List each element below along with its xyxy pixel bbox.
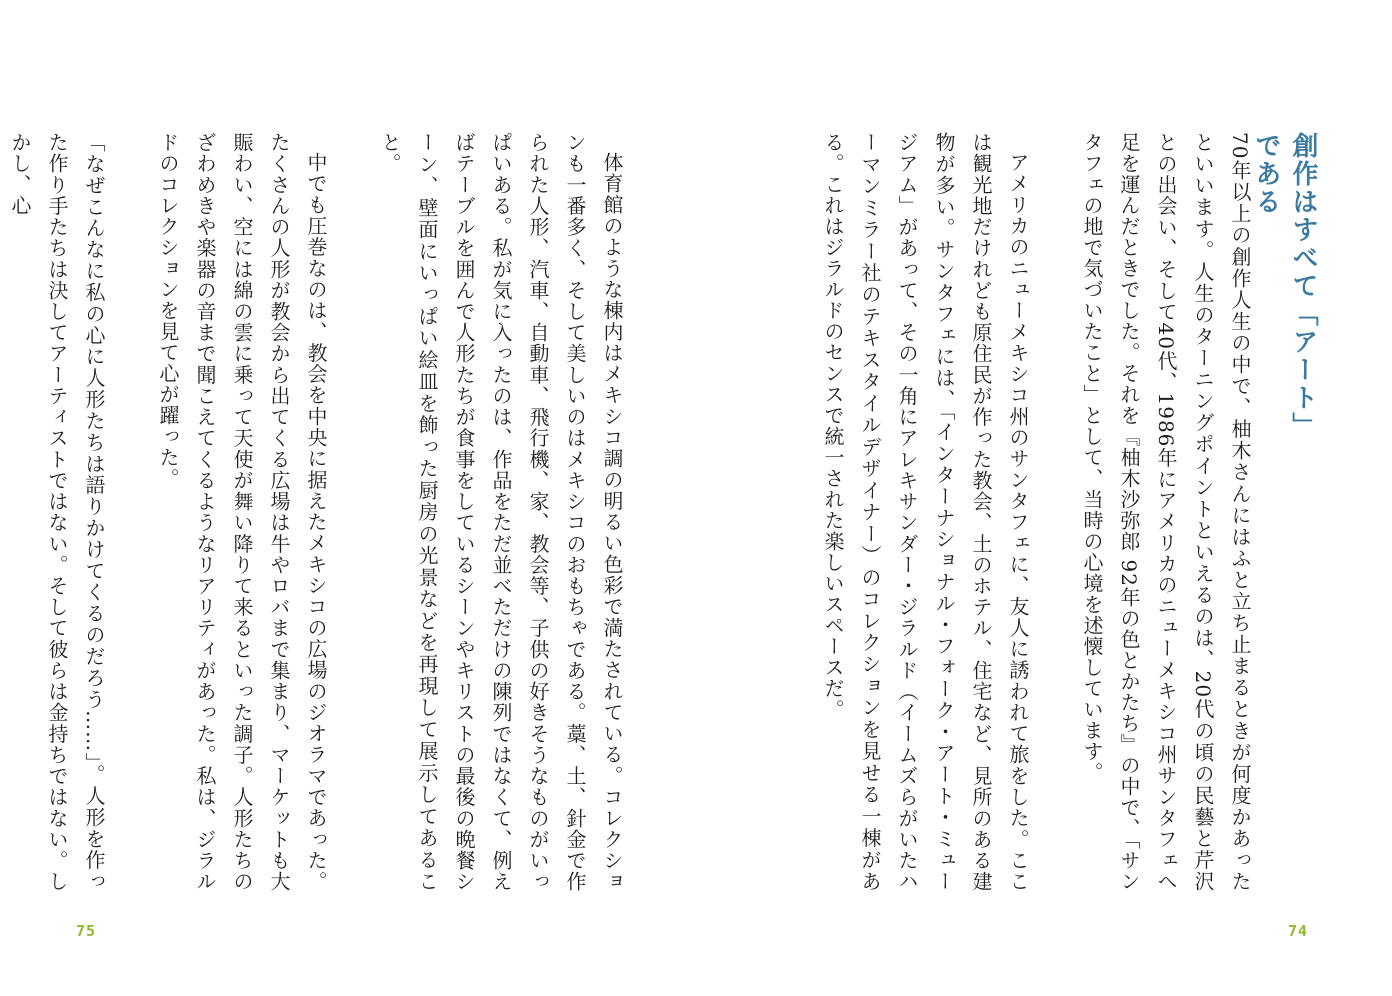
page-number: 75	[76, 922, 97, 940]
quoted-paragraph: アメリカのニューメキシコ州のサンタフェに、友人に誘われて旅をした。ここは観光地だけれども原住民が作った教会、土のホテル、住宅など、見所のある建物が多い。サンタフェには、「インターナショナル・フォーク・アート・ミュージアム」があって、その一角にアレキサンダー・ジラルド（イームズらがいたハーマンミラー社のテキスタイルデザイナー）のコレクションを見せる一棟がある。これはジラルドのセンスで統一された楽しいスペースだ。	[821, 132, 1030, 892]
right-page	[696, 0, 1392, 996]
paragraph: 「なぜこんなに私の心に人形たちは語りかけてくるのだろう……」。人形を作った作り手たちは決してアーティストではない。そして彼らは金持ちではない。しかし、心	[8, 132, 106, 892]
right-page-body	[814, 132, 1258, 892]
paragraph: 70年以上の創作人生の中で、柚木さんにはふと立ち止まるときが何度かあったといいます。人生のターニングポイントといえるのは、20代の頃の民藝と芹沢との出会い、そして40代、1986年にアメリカのニューメキシコ州サンタフェへ足を運んだときでした。それを『柚木沙弥郎 92年の色とかたち』の中で、「サンタフェの地で気づいたこと」として、当時の心境を述懐しています。	[1080, 132, 1252, 892]
left-page-body	[8, 132, 630, 893]
paragraph: 体育館のような棟内はメキシコ調の明るい色彩で満たされている。コレクションも一番多く、そして美しいのはメキシコのおもちゃである。藁、土、針金で作られた人形、汽車、自動車、飛行機、家、教会等、子供の好きそうなものがいっぱいある。私が気に入ったのは、作品をただ並べただけの陳列ではなくて、例えばテーブルを囲んで人形たちが食事をしているシーンやキリストの最後の晩餐シーン、壁面にいっぱい絵皿を飾った厨房の光景などを再現して展示してあること。	[378, 132, 624, 892]
paragraph: 中でも圧巻なのは、教会を中央に据えたメキシコの広場のジオラマであった。たくさんの人形が教会から出てくる広場は牛やロバまで集まり、マーケットも大賑わい、空には綿の雲に乗って天使が舞い降りて来るといった調子。人形たちのざわめきや楽器の音まで聞こえてくるようなリアリティがあった。私は、ジラルドのコレクションを見て心が躍った。	[156, 132, 328, 893]
section-heading: 創作はすべて「アート」である	[1251, 132, 1318, 440]
page-number: 74	[1288, 922, 1309, 940]
